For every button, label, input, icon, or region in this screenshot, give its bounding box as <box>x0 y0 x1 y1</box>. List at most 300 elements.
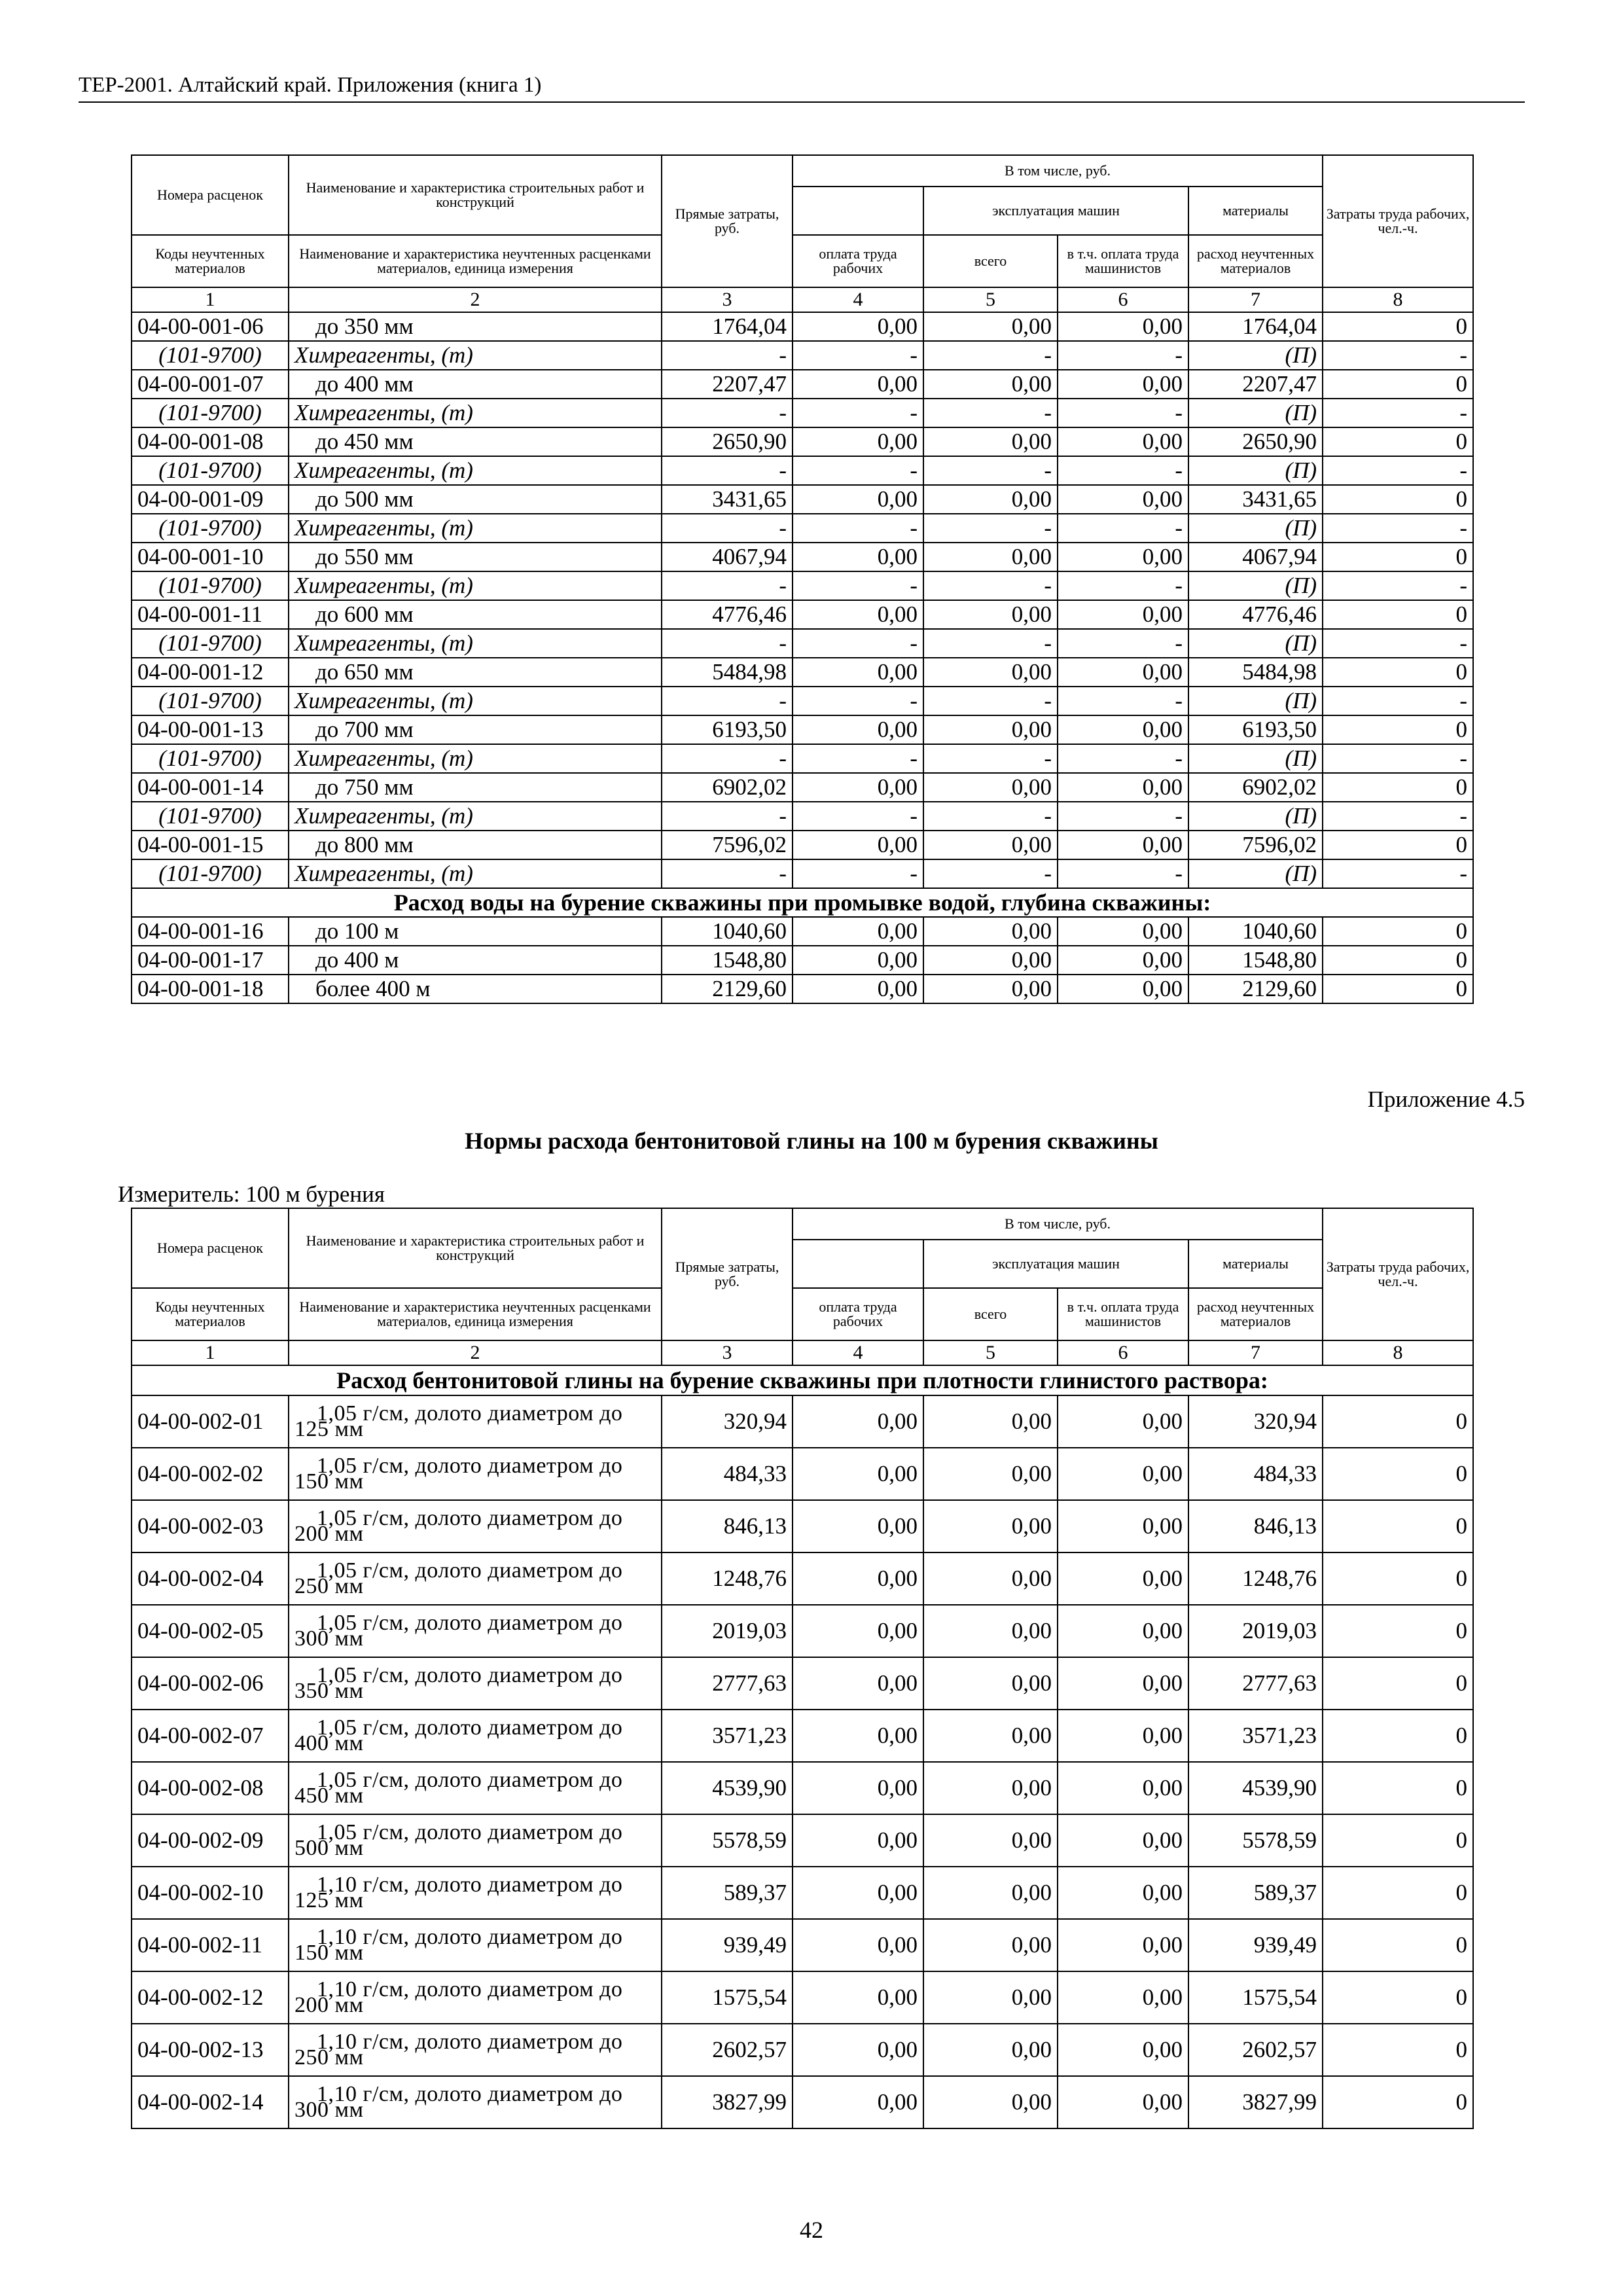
labor-pay: 0,00 <box>793 485 923 514</box>
col-materials-header: материалы <box>1188 187 1323 235</box>
direct-costs: 1575,54 <box>662 1971 793 2024</box>
materials: 3827,99 <box>1188 2076 1323 2128</box>
labor-cost: 0 <box>1323 1605 1473 1657</box>
work-name <box>289 1500 662 1552</box>
work-name: до 550 мм <box>289 543 662 571</box>
material-mark: (П) <box>1188 687 1323 715</box>
dash-cell: - <box>923 687 1058 715</box>
dash-cell: - <box>1058 399 1188 427</box>
work-name-line-1: 1,10 г/см, долото диаметром до <box>317 1873 623 1897</box>
col-index: 3 <box>662 287 793 312</box>
material-mark: (П) <box>1188 456 1323 485</box>
col-rate-numbers-header: Номера расценок <box>132 155 289 235</box>
section-heading: Расход воды на бурение скважины при промывке водой, глубина скважины: <box>132 888 1473 917</box>
rate-code: 04-00-001-16 <box>132 917 289 946</box>
rate-code: 04-00-002-12 <box>132 1971 289 2024</box>
machines-total: 0,00 <box>923 1919 1058 1971</box>
labor-pay: 0,00 <box>793 312 923 341</box>
labor-cost: 0 <box>1323 1395 1473 1448</box>
work-name-line-2: 300 мм <box>294 1626 364 1651</box>
col-material-names-header: Наименование и характеристика неучтенных расценками материалов, единица измерения <box>289 1288 662 1340</box>
material-name: Химреагенты, (т) <box>289 341 662 370</box>
direct-costs: 1764,04 <box>662 312 793 341</box>
table-row <box>132 1814 1473 1867</box>
machinists-pay: 0,00 <box>1058 1762 1188 1814</box>
labor-cost: 0 <box>1323 370 1473 399</box>
machinists-pay: 0,00 <box>1058 1605 1188 1657</box>
dash-cell: - <box>1323 456 1473 485</box>
labor-cost: 0 <box>1323 2024 1473 2076</box>
labor-cost: 0 <box>1323 1710 1473 1762</box>
work-name: до 700 мм <box>289 715 662 744</box>
rate-code: 04-00-002-09 <box>132 1814 289 1867</box>
col-incl-header: В том числе, руб. <box>793 1208 1323 1240</box>
labor-pay: 0,00 <box>793 831 923 859</box>
table-row <box>132 1710 1473 1762</box>
materials: 2777,63 <box>1188 1657 1323 1710</box>
rate-code: 04-00-001-13 <box>132 715 289 744</box>
machinists-pay: 0,00 <box>1058 975 1188 1003</box>
labor-pay: 0,00 <box>793 1552 923 1605</box>
work-name <box>289 1919 662 1971</box>
machinists-pay: 0,00 <box>1058 1552 1188 1605</box>
direct-costs: 1248,76 <box>662 1552 793 1605</box>
work-name <box>289 1762 662 1814</box>
material-mark: (П) <box>1188 399 1323 427</box>
table-row <box>132 946 1473 975</box>
dash-cell: - <box>793 456 923 485</box>
rate-code: 04-00-001-08 <box>132 427 289 456</box>
work-name <box>289 1605 662 1657</box>
materials: 5484,98 <box>1188 658 1323 687</box>
col-machines-total-header: всего <box>923 1288 1058 1340</box>
running-header: ТЕР-2001. Алтайский край. Приложения (книга 1) <box>79 73 1525 103</box>
material-subrow <box>132 341 1473 370</box>
dash-cell: - <box>662 514 793 543</box>
material-code: (101-9700) <box>132 629 289 658</box>
materials: 846,13 <box>1188 1500 1323 1552</box>
rate-code: 04-00-002-08 <box>132 1762 289 1814</box>
materials: 2019,03 <box>1188 1605 1323 1657</box>
machines-total: 0,00 <box>923 1657 1058 1710</box>
col-work-name-header: Наименование и характеристика строительных работ и конструкций <box>289 1208 662 1288</box>
machinists-pay: 0,00 <box>1058 1971 1188 2024</box>
direct-costs: 2019,03 <box>662 1605 793 1657</box>
col-material-codes-header: Коды неучтенных материалов <box>132 235 289 287</box>
direct-costs: 2602,57 <box>662 2024 793 2076</box>
work-name <box>289 2076 662 2128</box>
materials: 1575,54 <box>1188 1971 1323 2024</box>
col-incl-header: В том числе, руб. <box>793 155 1323 187</box>
table-row <box>132 312 1473 341</box>
labor-cost: 0 <box>1323 1448 1473 1500</box>
dash-cell: - <box>662 744 793 773</box>
materials: 6902,02 <box>1188 773 1323 802</box>
work-name: до 500 мм <box>289 485 662 514</box>
table-row <box>132 427 1473 456</box>
work-name-line-2: 450 мм <box>294 1784 364 1808</box>
direct-costs: 7596,02 <box>662 831 793 859</box>
work-name <box>289 1710 662 1762</box>
machines-total: 0,00 <box>923 312 1058 341</box>
materials: 3431,65 <box>1188 485 1323 514</box>
direct-costs: 320,94 <box>662 1395 793 1448</box>
dash-cell: - <box>1058 629 1188 658</box>
materials: 4776,46 <box>1188 600 1323 629</box>
work-name-line-2: 150 мм <box>294 1469 364 1494</box>
labor-cost: 0 <box>1323 975 1473 1003</box>
material-name: Химреагенты, (т) <box>289 514 662 543</box>
direct-costs: 3431,65 <box>662 485 793 514</box>
dash-cell: - <box>1323 744 1473 773</box>
materials: 3571,23 <box>1188 1710 1323 1762</box>
col-labor-pay-header: оплата труда рабочих <box>793 235 923 287</box>
rate-code: 04-00-002-05 <box>132 1605 289 1657</box>
material-mark: (П) <box>1188 744 1323 773</box>
direct-costs: 1040,60 <box>662 917 793 946</box>
col-material-names-header: Наименование и характеристика неучтенных расценками материалов, единица измерения <box>289 235 662 287</box>
labor-cost: 0 <box>1323 1814 1473 1867</box>
rate-code: 04-00-001-10 <box>132 543 289 571</box>
material-code: (101-9700) <box>132 571 289 600</box>
work-name: до 800 мм <box>289 831 662 859</box>
rate-code: 04-00-001-17 <box>132 946 289 975</box>
material-name: Химреагенты, (т) <box>289 802 662 831</box>
table-row <box>132 715 1473 744</box>
labor-pay: 0,00 <box>793 658 923 687</box>
col-index: 8 <box>1323 1340 1473 1365</box>
rates-table-2 <box>131 1208 1474 2129</box>
rate-code: 04-00-001-11 <box>132 600 289 629</box>
labor-cost: 0 <box>1323 2076 1473 2128</box>
machinists-pay: 0,00 <box>1058 946 1188 975</box>
labor-pay: 0,00 <box>793 427 923 456</box>
col-machines-total-header: всего <box>923 235 1058 287</box>
labor-pay: 0,00 <box>793 600 923 629</box>
col-materials-sub-header: расход неучтенных материалов <box>1188 1288 1323 1340</box>
work-name-line-1: 1,05 г/см, долото диаметром до <box>317 1820 623 1844</box>
dash-cell: - <box>793 859 923 888</box>
machinists-pay: 0,00 <box>1058 1395 1188 1448</box>
work-name: более 400 м <box>289 975 662 1003</box>
machinists-pay: 0,00 <box>1058 600 1188 629</box>
machinists-pay: 0,00 <box>1058 658 1188 687</box>
measure-unit: Измеритель: 100 м бурения <box>118 1181 385 1207</box>
machines-total: 0,00 <box>923 485 1058 514</box>
machinists-pay: 0,00 <box>1058 917 1188 946</box>
materials: 2602,57 <box>1188 2024 1323 2076</box>
work-name-line-1: 1,05 г/см, долото диаметром до <box>317 1454 623 1478</box>
col-direct-costs-header: Прямые затраты, руб. <box>662 1208 793 1340</box>
machinists-pay: 0,00 <box>1058 1657 1188 1710</box>
table-row <box>132 1395 1473 1448</box>
labor-pay: 0,00 <box>793 1657 923 1710</box>
machinists-pay: 0,00 <box>1058 2024 1188 2076</box>
machines-total: 0,00 <box>923 946 1058 975</box>
labor-cost: 0 <box>1323 1919 1473 1971</box>
labor-pay: 0,00 <box>793 543 923 571</box>
dash-cell: - <box>923 514 1058 543</box>
dash-cell: - <box>1058 341 1188 370</box>
material-code: (101-9700) <box>132 687 289 715</box>
direct-costs: 6902,02 <box>662 773 793 802</box>
dash-cell: - <box>923 744 1058 773</box>
materials: 4539,90 <box>1188 1762 1323 1814</box>
material-subrow <box>132 687 1473 715</box>
col-machinists-pay-header: в т.ч. оплата труда машинистов <box>1058 235 1188 287</box>
direct-costs: 589,37 <box>662 1867 793 1919</box>
rate-code: 04-00-001-14 <box>132 773 289 802</box>
dash-cell: - <box>923 629 1058 658</box>
work-name-line-1: 1,05 г/см, долото диаметром до <box>317 1401 623 1426</box>
labor-cost: 0 <box>1323 1500 1473 1552</box>
rate-code: 04-00-002-11 <box>132 1919 289 1971</box>
section-row <box>132 888 1473 917</box>
labor-pay: 0,00 <box>793 1605 923 1657</box>
labor-pay: 0,00 <box>793 1500 923 1552</box>
dash-cell: - <box>793 571 923 600</box>
material-subrow <box>132 744 1473 773</box>
work-name: до 450 мм <box>289 427 662 456</box>
dash-cell: - <box>793 514 923 543</box>
materials: 1040,60 <box>1188 917 1323 946</box>
col-index: 1 <box>132 287 289 312</box>
col-index: 3 <box>662 1340 793 1365</box>
labor-pay: 0,00 <box>793 1814 923 1867</box>
labor-pay: 0,00 <box>793 715 923 744</box>
machines-total: 0,00 <box>923 715 1058 744</box>
machines-total: 0,00 <box>923 2076 1058 2128</box>
materials: 2129,60 <box>1188 975 1323 1003</box>
table-row <box>132 1605 1473 1657</box>
col-index: 4 <box>793 287 923 312</box>
work-name-line-1: 1,05 г/см, долото диаметром до <box>317 1506 623 1530</box>
col-rate-numbers-header: Номера расценок <box>132 1208 289 1288</box>
dash-cell: - <box>1323 399 1473 427</box>
dash-cell: - <box>923 456 1058 485</box>
labor-cost: 0 <box>1323 1867 1473 1919</box>
work-name-line-2: 400 мм <box>294 1731 364 1755</box>
col-index: 7 <box>1188 287 1323 312</box>
work-name-line-1: 1,10 г/см, долото диаметром до <box>317 1977 623 2001</box>
materials: 1548,80 <box>1188 946 1323 975</box>
labor-cost: 0 <box>1323 1971 1473 2024</box>
table-row <box>132 2024 1473 2076</box>
machines-total: 0,00 <box>923 1762 1058 1814</box>
labor-cost: 0 <box>1323 543 1473 571</box>
rate-code: 04-00-001-07 <box>132 370 289 399</box>
machines-total: 0,00 <box>923 370 1058 399</box>
machines-total: 0,00 <box>923 1605 1058 1657</box>
direct-costs: 5484,98 <box>662 658 793 687</box>
dash-cell: - <box>1323 629 1473 658</box>
work-name-line-1: 1,10 г/см, долото диаметром до <box>317 2030 623 2054</box>
appendix-label: Приложение 4.5 <box>1367 1086 1525 1112</box>
work-name-line-1: 1,05 г/см, долото диаметром до <box>317 1715 623 1740</box>
rate-code: 04-00-002-14 <box>132 2076 289 2128</box>
dash-cell: - <box>793 629 923 658</box>
table-row <box>132 1552 1473 1605</box>
work-name <box>289 1657 662 1710</box>
direct-costs: 6193,50 <box>662 715 793 744</box>
table-row <box>132 370 1473 399</box>
material-code: (101-9700) <box>132 744 289 773</box>
material-code: (101-9700) <box>132 456 289 485</box>
dash-cell: - <box>793 802 923 831</box>
labor-cost: 0 <box>1323 312 1473 341</box>
col-labor-pay-spacer <box>793 1240 923 1288</box>
dash-cell: - <box>662 802 793 831</box>
machinists-pay: 0,00 <box>1058 831 1188 859</box>
table-2-body <box>132 1365 1473 2128</box>
material-subrow <box>132 456 1473 485</box>
direct-costs: 846,13 <box>662 1500 793 1552</box>
labor-cost: 0 <box>1323 1552 1473 1605</box>
col-index: 2 <box>289 287 662 312</box>
col-material-codes-header: Коды неучтенных материалов <box>132 1288 289 1340</box>
col-direct-costs-header: Прямые затраты, руб. <box>662 155 793 287</box>
table-2-header <box>132 1208 1473 1365</box>
table-row <box>132 1762 1473 1814</box>
table-row <box>132 1448 1473 1500</box>
work-name: до 650 мм <box>289 658 662 687</box>
material-mark: (П) <box>1188 802 1323 831</box>
dash-cell: - <box>662 341 793 370</box>
machines-total: 0,00 <box>923 1448 1058 1500</box>
work-name-line-2: 250 мм <box>294 2045 364 2070</box>
rate-code: 04-00-002-04 <box>132 1552 289 1605</box>
col-index: 4 <box>793 1340 923 1365</box>
dash-cell: - <box>923 859 1058 888</box>
table-row <box>132 2076 1473 2128</box>
labor-cost: 0 <box>1323 946 1473 975</box>
dash-cell: - <box>1323 514 1473 543</box>
material-name: Химреагенты, (т) <box>289 687 662 715</box>
labor-cost: 0 <box>1323 917 1473 946</box>
materials: 7596,02 <box>1188 831 1323 859</box>
material-mark: (П) <box>1188 341 1323 370</box>
material-subrow <box>132 399 1473 427</box>
direct-costs: 5578,59 <box>662 1814 793 1867</box>
dash-cell: - <box>923 399 1058 427</box>
direct-costs: 484,33 <box>662 1448 793 1500</box>
labor-pay: 0,00 <box>793 1448 923 1500</box>
material-subrow <box>132 859 1473 888</box>
col-machines-header: эксплуатация машин <box>923 187 1188 235</box>
table-row <box>132 975 1473 1003</box>
dash-cell: - <box>1058 802 1188 831</box>
machinists-pay: 0,00 <box>1058 370 1188 399</box>
labor-pay: 0,00 <box>793 1971 923 2024</box>
materials: 4067,94 <box>1188 543 1323 571</box>
rate-code: 04-00-002-07 <box>132 1710 289 1762</box>
materials: 2207,47 <box>1188 370 1323 399</box>
materials: 1764,04 <box>1188 312 1323 341</box>
material-code: (101-9700) <box>132 859 289 888</box>
dash-cell: - <box>793 687 923 715</box>
direct-costs: 4067,94 <box>662 543 793 571</box>
labor-pay: 0,00 <box>793 917 923 946</box>
direct-costs: 3571,23 <box>662 1710 793 1762</box>
machinists-pay: 0,00 <box>1058 312 1188 341</box>
material-code: (101-9700) <box>132 399 289 427</box>
labor-pay: 0,00 <box>793 946 923 975</box>
col-index: 1 <box>132 1340 289 1365</box>
material-code: (101-9700) <box>132 514 289 543</box>
material-mark: (П) <box>1188 571 1323 600</box>
dash-cell: - <box>793 341 923 370</box>
rate-code: 04-00-002-03 <box>132 1500 289 1552</box>
direct-costs: 2777,63 <box>662 1657 793 1710</box>
work-name-line-1: 1,10 г/см, долото диаметром до <box>317 1925 623 1949</box>
table-row <box>132 1919 1473 1971</box>
labor-cost: 0 <box>1323 485 1473 514</box>
dash-cell: - <box>662 456 793 485</box>
machines-total: 0,00 <box>923 917 1058 946</box>
dash-cell: - <box>793 744 923 773</box>
rate-code: 04-00-001-12 <box>132 658 289 687</box>
work-name <box>289 1448 662 1500</box>
materials: 5578,59 <box>1188 1814 1323 1867</box>
dash-cell: - <box>1058 687 1188 715</box>
labor-cost: 0 <box>1323 600 1473 629</box>
work-name-line-2: 125 мм <box>294 1888 364 1912</box>
machinists-pay: 0,00 <box>1058 1710 1188 1762</box>
labor-pay: 0,00 <box>793 2076 923 2128</box>
machinists-pay: 0,00 <box>1058 1500 1188 1552</box>
labor-cost: 0 <box>1323 715 1473 744</box>
materials: 484,33 <box>1188 1448 1323 1500</box>
dash-cell: - <box>662 571 793 600</box>
labor-cost: 0 <box>1323 1762 1473 1814</box>
materials: 589,37 <box>1188 1867 1323 1919</box>
col-index: 2 <box>289 1340 662 1365</box>
machinists-pay: 0,00 <box>1058 543 1188 571</box>
table-row <box>132 1500 1473 1552</box>
machines-total: 0,00 <box>923 543 1058 571</box>
col-labor-cost-header: Затраты труда рабочих, чел.-ч. <box>1323 155 1473 287</box>
materials: 320,94 <box>1188 1395 1323 1448</box>
table-row <box>132 600 1473 629</box>
machinists-pay: 0,00 <box>1058 1814 1188 1867</box>
material-subrow <box>132 629 1473 658</box>
machinists-pay: 0,00 <box>1058 1867 1188 1919</box>
work-name <box>289 2024 662 2076</box>
labor-cost: 0 <box>1323 427 1473 456</box>
table-row <box>132 917 1473 946</box>
work-name-line-2: 150 мм <box>294 1941 364 1965</box>
col-index: 5 <box>923 287 1058 312</box>
dash-cell: - <box>923 571 1058 600</box>
work-name-line-2: 200 мм <box>294 1993 364 2017</box>
machines-total: 0,00 <box>923 2024 1058 2076</box>
dash-cell: - <box>1323 859 1473 888</box>
col-index: 6 <box>1058 1340 1188 1365</box>
table-row <box>132 1867 1473 1919</box>
labor-pay: 0,00 <box>793 773 923 802</box>
work-name: до 750 мм <box>289 773 662 802</box>
materials: 1248,76 <box>1188 1552 1323 1605</box>
material-subrow <box>132 514 1473 543</box>
machines-total: 0,00 <box>923 831 1058 859</box>
section-row <box>132 1365 1473 1395</box>
work-name-line-2: 500 мм <box>294 1836 364 1860</box>
work-name <box>289 1867 662 1919</box>
dash-cell: - <box>1058 456 1188 485</box>
machinists-pay: 0,00 <box>1058 2076 1188 2128</box>
dash-cell: - <box>793 399 923 427</box>
work-name-line-2: 200 мм <box>294 1522 364 1546</box>
